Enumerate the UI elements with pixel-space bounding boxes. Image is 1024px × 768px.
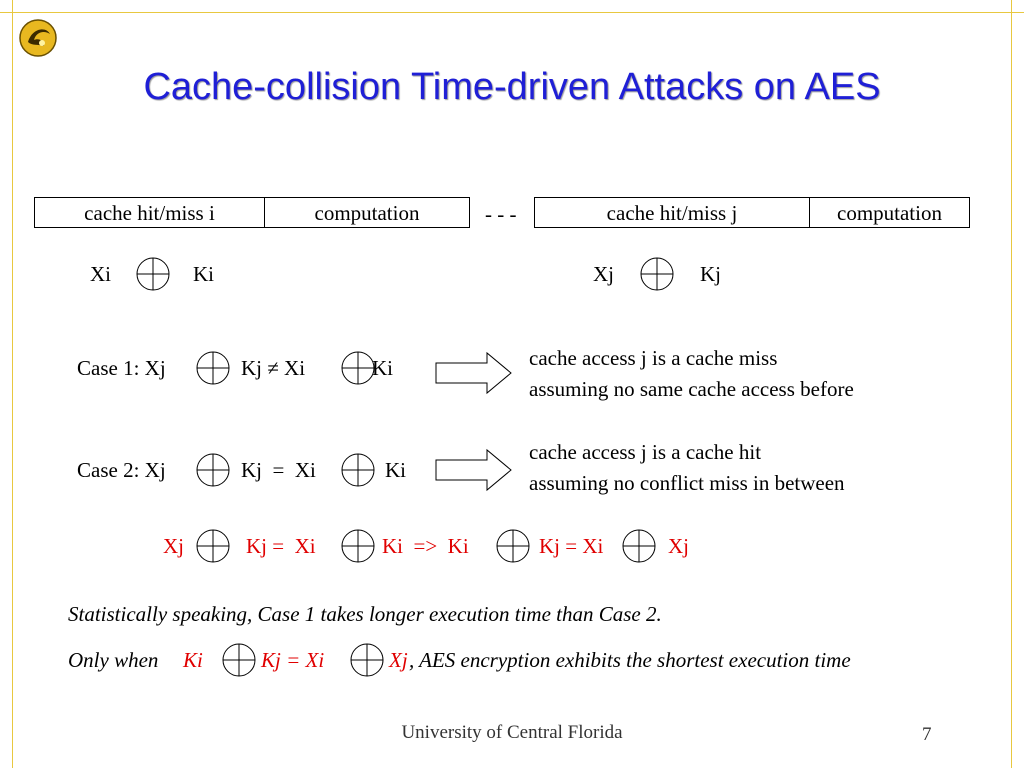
ucf-pegasus-logo-icon [18, 18, 58, 58]
conclusion-line2-prefix: Only when [68, 648, 159, 672]
case2-prefix: Case 2: Xj [77, 458, 166, 482]
slide-title: Cache-collision Time-driven Attacks on AES [143, 66, 881, 108]
case1-end: Ki [372, 356, 393, 380]
conclusion-red-xj: Xj [389, 648, 408, 672]
left-border-line [12, 0, 13, 768]
ki-label: Ki [193, 262, 214, 286]
conclusion-line1: Statistically speaking, Case 1 takes longer execution time than Case 2. [68, 602, 662, 626]
xor-icon [640, 257, 674, 291]
xor-icon [496, 529, 530, 563]
derivation-part4: Kj = Xi [539, 534, 604, 558]
xor-icon [341, 529, 375, 563]
arrow-right-icon [435, 352, 513, 394]
arrow-right-icon [435, 449, 513, 491]
computation-i-cell: computation [264, 197, 470, 228]
derivation-part3: Ki => Ki [382, 534, 469, 558]
kj-label: Kj [700, 262, 721, 286]
derivation-part1: Xj [163, 534, 184, 558]
conclusion-red-ki: Ki [183, 648, 203, 672]
xor-icon [196, 351, 230, 385]
case2-result-line1: cache access j is a cache hit [529, 440, 762, 464]
xor-icon [350, 643, 384, 677]
xor-icon [136, 257, 170, 291]
footer-university: University of Central Florida [401, 722, 623, 743]
case1-prefix: Case 1: Xj [77, 356, 166, 380]
xor-icon [341, 351, 375, 385]
case2-end: Ki [385, 458, 406, 482]
case1-result-line2: assuming no same cache access before [529, 377, 854, 401]
cache-hit-miss-i-cell: cache hit/miss i [34, 197, 265, 228]
cache-hit-miss-j-cell: cache hit/miss j [534, 197, 810, 228]
xj-label: Xj [593, 262, 614, 286]
derivation-part2: Kj = Xi [246, 534, 316, 558]
computation-j-cell: computation [809, 197, 970, 228]
xor-icon [196, 453, 230, 487]
timeline-separator: - - - [485, 202, 517, 226]
case1-result-line1: cache access j is a cache miss [529, 346, 778, 370]
derivation-part5: Xj [668, 534, 689, 558]
right-border-line [1011, 0, 1012, 768]
xor-icon [622, 529, 656, 563]
top-border-line [0, 12, 1024, 13]
xor-icon [341, 453, 375, 487]
case2-mid: Kj = Xi [241, 458, 316, 482]
page-number: 7 [922, 724, 932, 745]
case1-mid: Kj ≠ Xi [241, 356, 306, 380]
conclusion-line2-suffix: , AES encryption exhibits the shortest execution time [409, 648, 851, 672]
xi-label: Xi [90, 262, 111, 286]
case2-result-line2: assuming no conflict miss in between [529, 471, 845, 495]
conclusion-red-kj-xi: Kj = Xi [261, 648, 325, 672]
xor-icon [196, 529, 230, 563]
xor-icon [222, 643, 256, 677]
